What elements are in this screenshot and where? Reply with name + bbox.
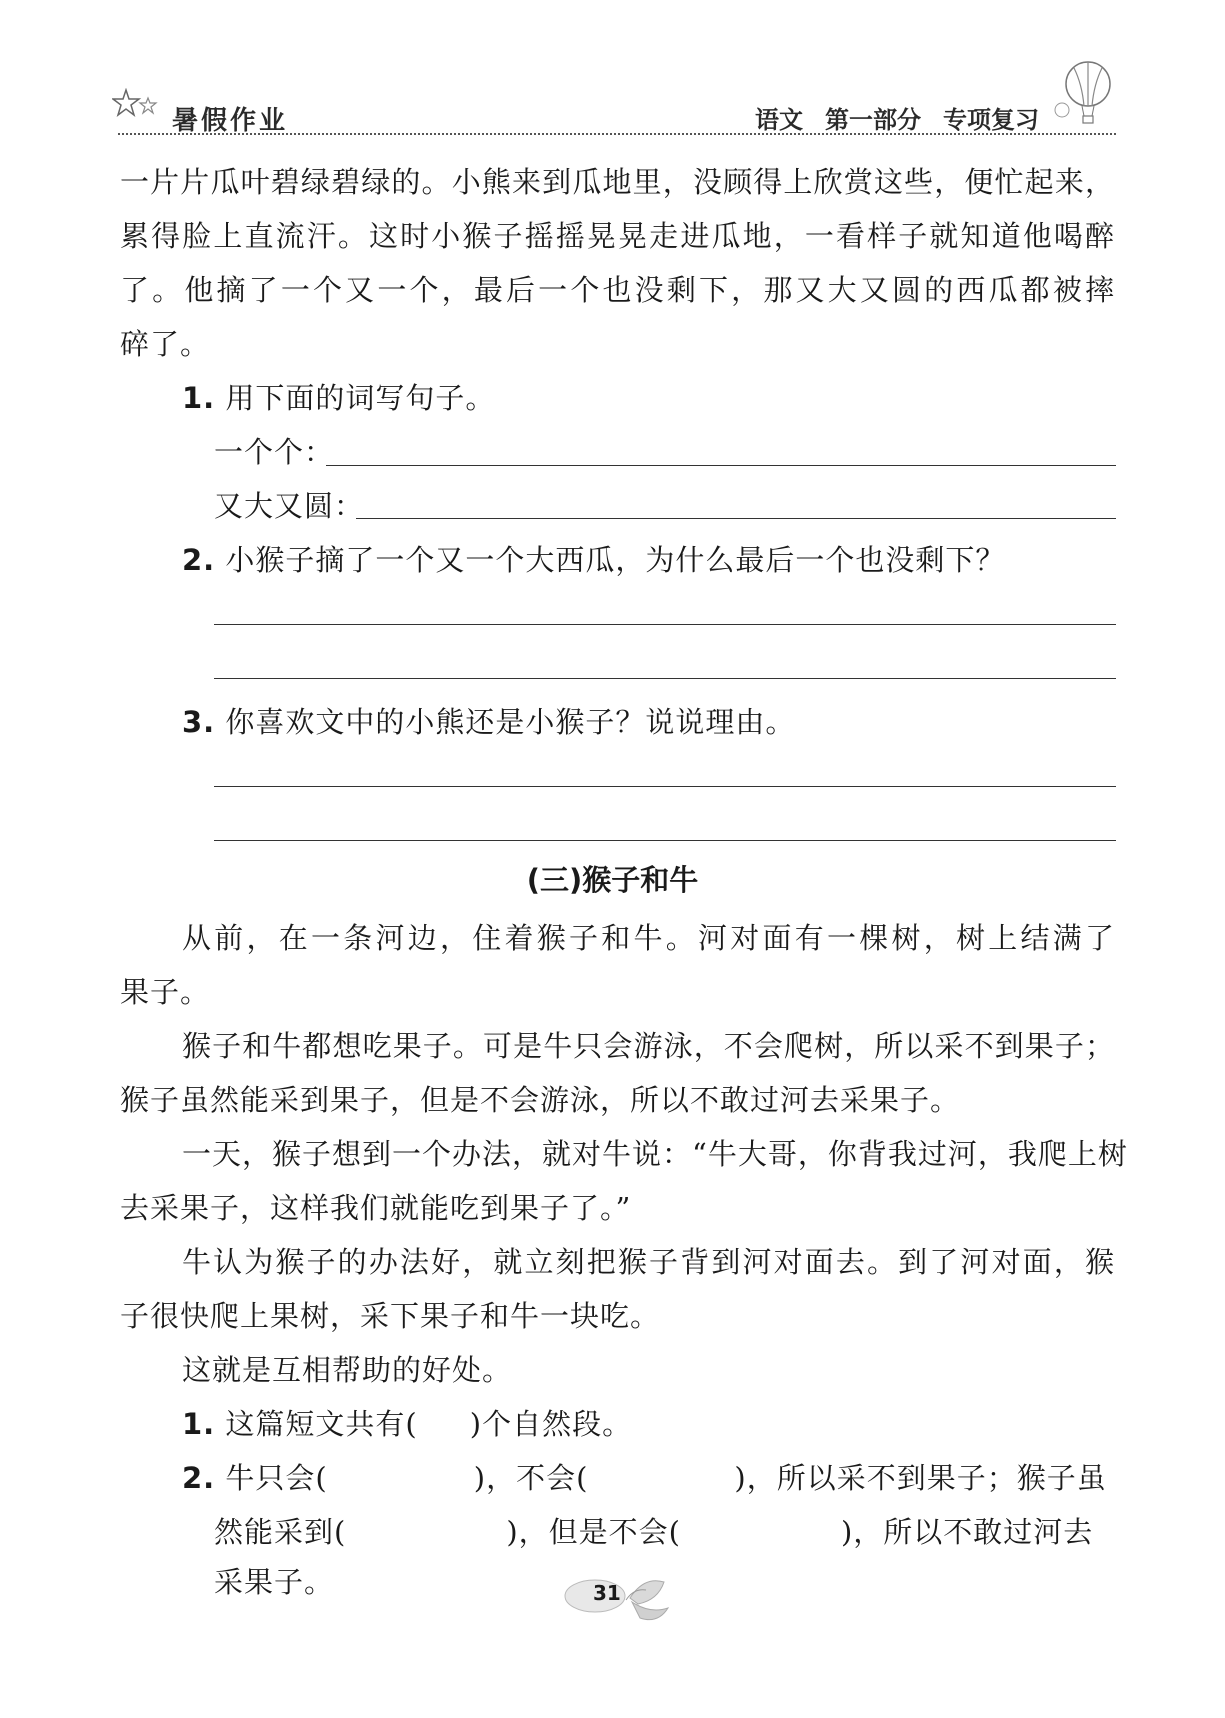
- answer-line[interactable]: [214, 624, 1116, 625]
- passage-line: 去采果子，这样我们就能吃到果子了。”: [120, 1191, 632, 1225]
- question-1: 1. 用下面的词写句子。: [182, 381, 496, 415]
- word-prompt: 一个个：: [214, 435, 335, 469]
- passage-line: 从前，在一条河边，住着猴子和牛。河对面有一棵树，树上结满了: [182, 921, 1115, 955]
- question-1: 1. 这篇短文共有( )个自然段。: [182, 1407, 633, 1441]
- passage-line: 果子。: [120, 975, 211, 1009]
- header-subject-info: [755, 100, 1061, 135]
- passage-line: 子很快爬上果树，采下果子和牛一块吃。: [120, 1299, 661, 1333]
- answer-line[interactable]: [214, 840, 1116, 841]
- answer-line[interactable]: [214, 678, 1116, 679]
- stars-icon: [112, 88, 162, 118]
- question-2: 2. 小猴子摘了一个又一个大西瓜，为什么最后一个也没剩下？: [182, 543, 1006, 577]
- answer-line[interactable]: [326, 465, 1116, 466]
- header-subject: 语文: [755, 106, 803, 134]
- word-prompt: 又大又圆：: [214, 489, 365, 523]
- page-header: [0, 0, 1225, 140]
- header-divider: [118, 133, 1116, 135]
- passage-line: 一片片瓜叶碧绿碧绿的。小熊来到瓜地里，没顾得上欣赏这些，便忙起来，: [120, 165, 1115, 199]
- passage-line: 这就是互相帮助的好处。: [182, 1353, 513, 1387]
- question-2-cont: 然能采到( )，但是不会( )，所以不敢过河去: [214, 1515, 1094, 1549]
- hot-air-balloon-icon: [1050, 60, 1120, 130]
- passage-line: 累得脸上直流汗。这时小猴子摇摇晃晃走进瓜地，一看样子就知道他喝醉: [120, 219, 1115, 253]
- passage-line: 了。他摘了一个又一个，最后一个也没剩下，那又大又圆的西瓜都被摔: [120, 273, 1115, 307]
- header-section: 专项复习: [943, 106, 1039, 134]
- passage-line: 一天，猴子想到一个办法，就对牛说：“牛大哥，你背我过河，我爬上树: [182, 1137, 1128, 1171]
- header-part: 第一部分: [825, 106, 921, 134]
- answer-line[interactable]: [214, 786, 1116, 787]
- page-number: 31: [593, 1581, 621, 1605]
- answer-line[interactable]: [356, 518, 1116, 519]
- passage-line: 牛认为猴子的办法好，就立刻把猴子背到河对面去。到了河对面，猴: [182, 1245, 1115, 1279]
- passage-title: (三)猴子和牛: [526, 863, 699, 897]
- question-2-end: 采果子。: [214, 1565, 335, 1599]
- header-title: 暑假作业: [172, 106, 289, 136]
- passage-line: 碎了。: [120, 327, 211, 361]
- passage-line: 猴子和牛都想吃果子。可是牛只会游泳，不会爬树，所以采不到果子；: [182, 1029, 1115, 1063]
- question-2: 2. 牛只会( )，不会( )，所以采不到果子；猴子虽: [182, 1461, 1107, 1495]
- question-3: 3. 你喜欢文中的小熊还是小猴子？说说理由。: [182, 705, 796, 739]
- passage-line: 猴子虽然能采到果子，但是不会游泳，所以不敢过河去采果子。: [120, 1083, 961, 1117]
